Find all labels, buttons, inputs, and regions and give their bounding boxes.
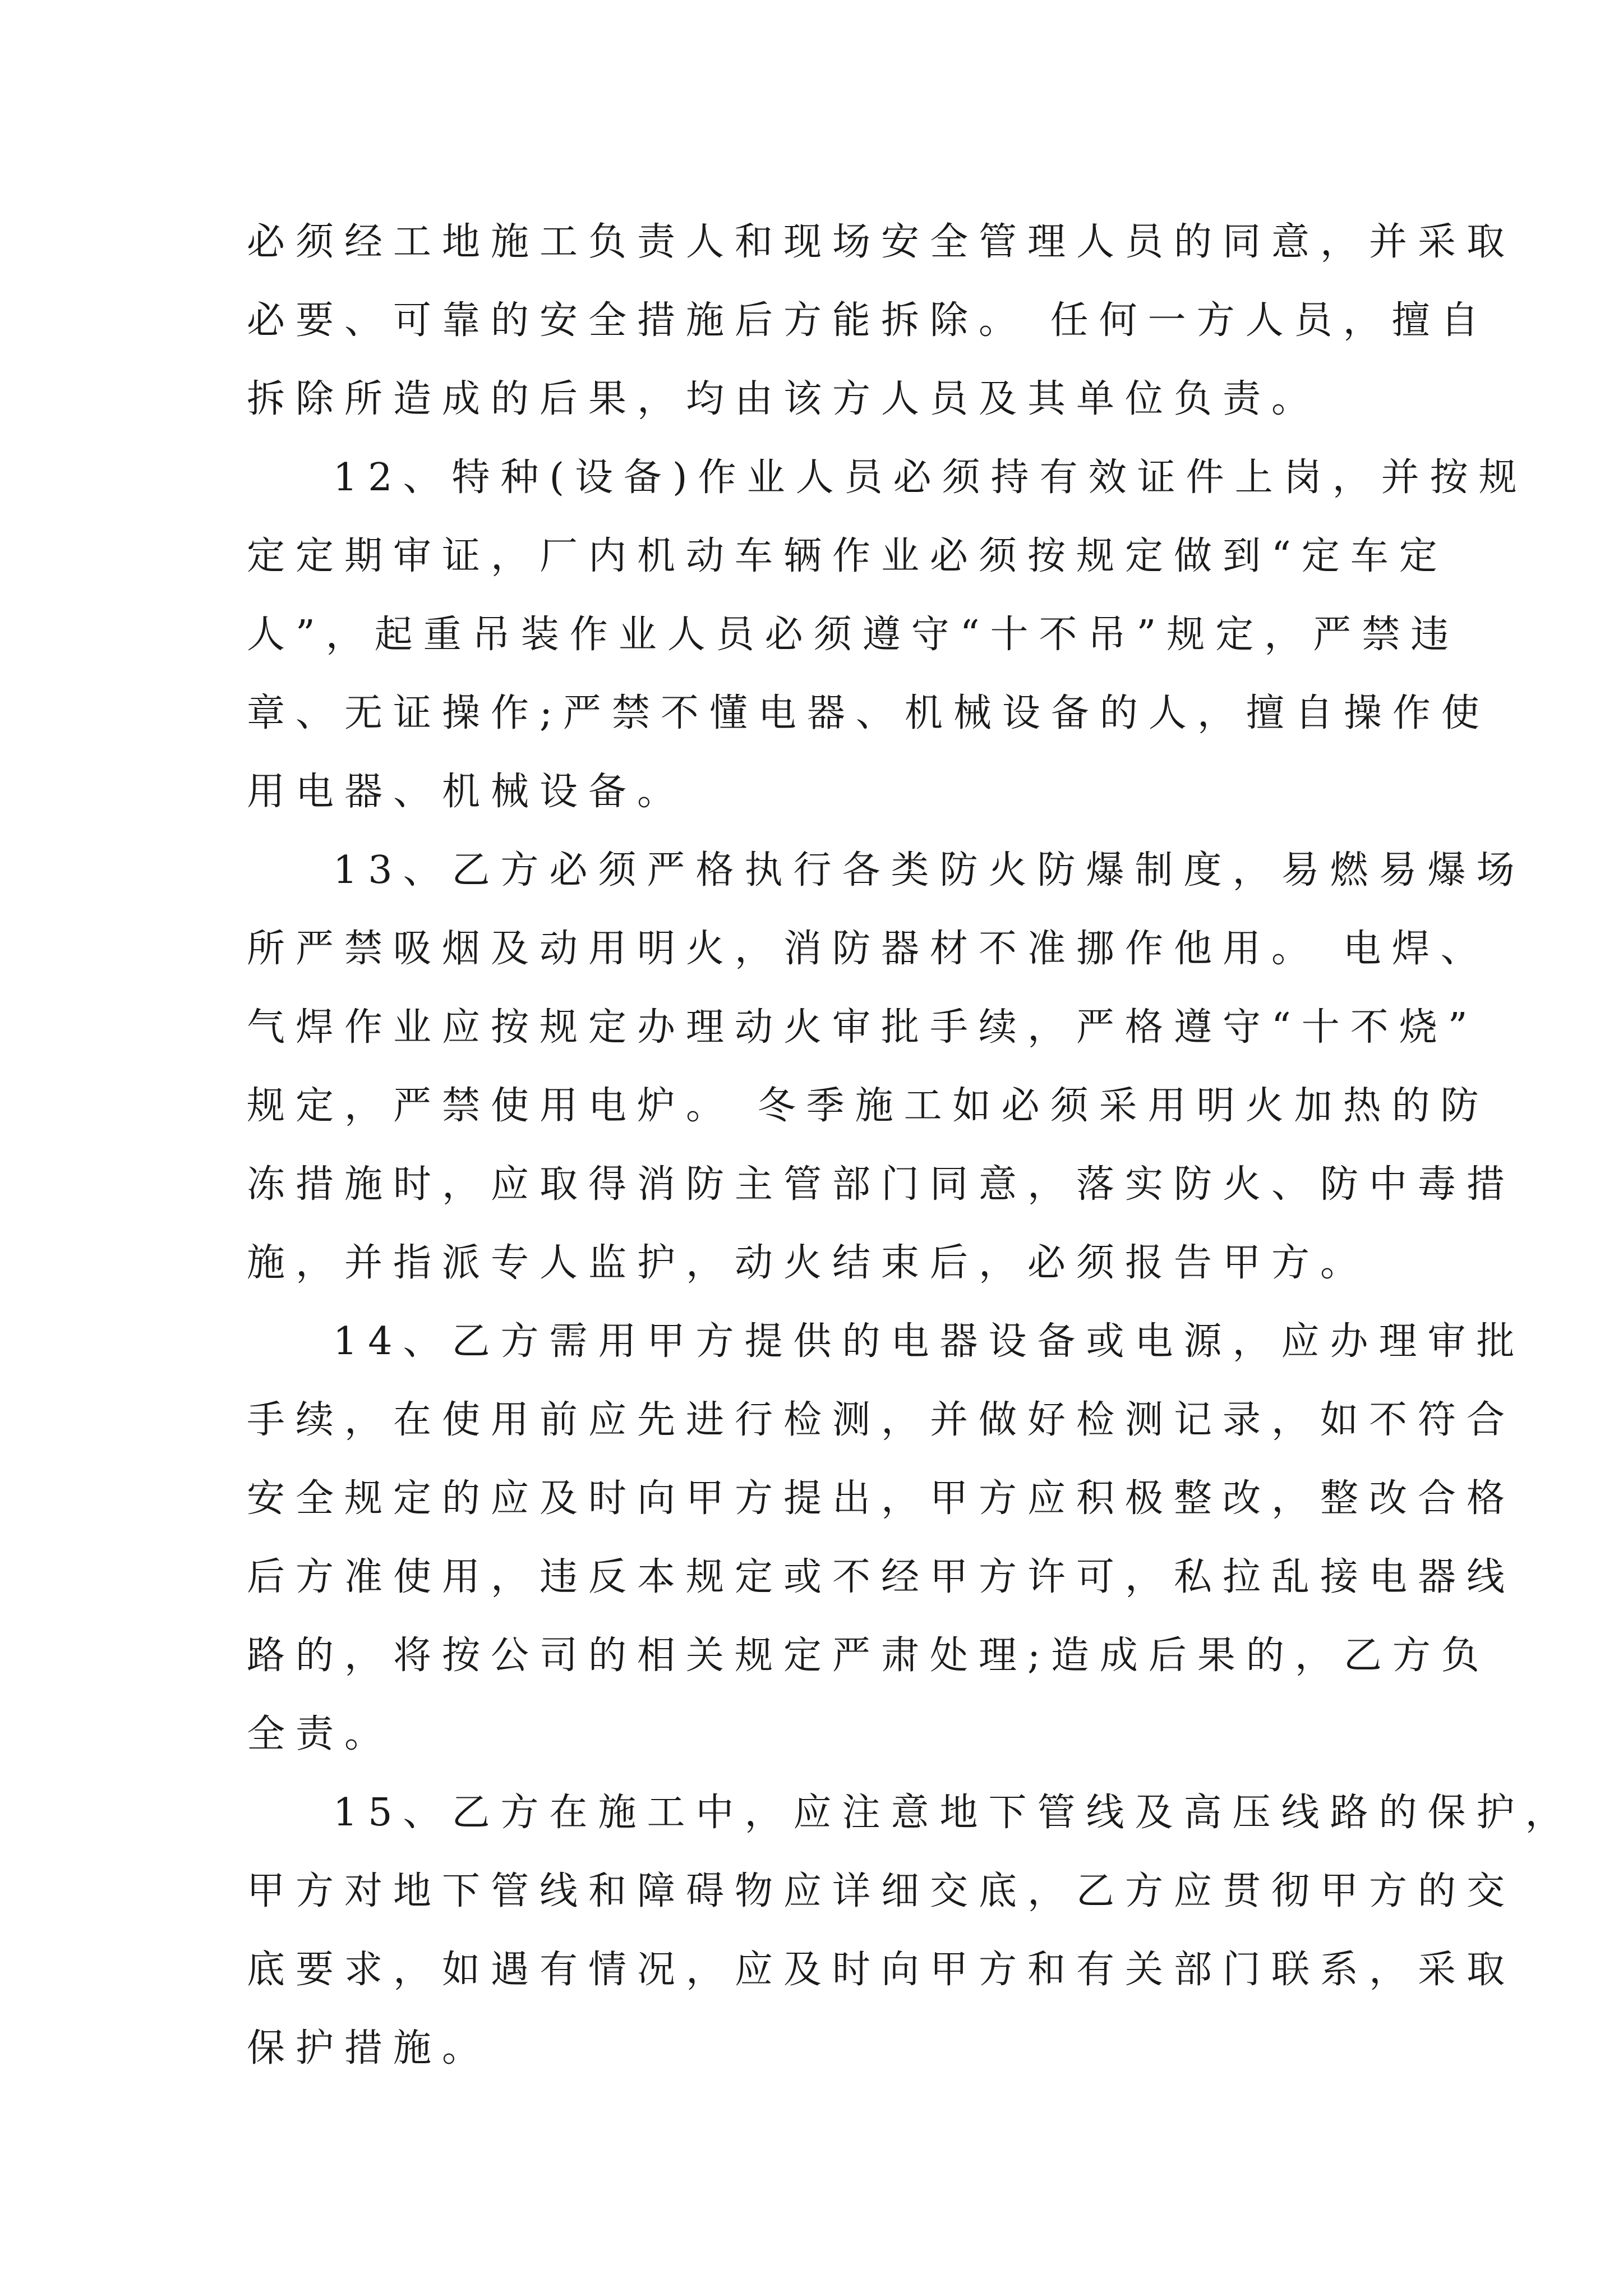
text-line: 保护措施。 xyxy=(247,2026,491,2070)
text-line: 所严禁吸烟及动用明火，消防器材不准挪作他用。 电焊、 xyxy=(247,927,1490,971)
text-line: 章、无证操作;严禁不懂电器、机械设备的人，擅自操作使 xyxy=(247,691,1490,735)
text-line: 底要求，如遇有情况，应及时向甲方和有关部门联系，采取 xyxy=(247,1948,1516,1992)
text-line: 甲方对地下管线和障碍物应详细交底，乙方应贯彻甲方的交 xyxy=(247,1869,1516,1913)
text-line: 人”，起重吊装作业人员必须遵守“十不吊”规定，严禁违 xyxy=(247,613,1460,657)
text-line: 路的，将按公司的相关规定严肃处理;造成后果的，乙方负 xyxy=(247,1634,1490,1678)
paragraph-13-first-line: 13、乙方必须严格执行各类防火防爆制度，易燃易爆场 xyxy=(333,848,1525,892)
text-line: 施，并指派专人监护，动火结束后，必须报告甲方。 xyxy=(247,1241,1370,1285)
text-line: 拆除所造成的后果，均由该方人员及其单位负责。 xyxy=(247,377,1321,421)
text-line: 手续，在使用前应先进行检测，并做好检测记录，如不符合 xyxy=(247,1398,1516,1442)
paragraph-14-first-line: 14、乙方需用甲方提供的电器设备或电源，应办理审批 xyxy=(333,1319,1525,1364)
text-line: 全责。 xyxy=(247,1712,394,1756)
text-line: 冻措施时，应取得消防主管部门同意，落实防火、防中毒措 xyxy=(247,1162,1516,1207)
text-line: 规定，严禁使用电炉。 冬季施工如必须采用明火加热的防 xyxy=(247,1084,1490,1128)
paragraph-12-first-line: 12、特种(设备)作业人员必须持有效证件上岗，并按规 xyxy=(333,455,1528,500)
text-line: 气焊作业应按规定办理动火审批手续，严格遵守“十不烧” xyxy=(247,1005,1478,1050)
text-line: 必要、可靠的安全措施后方能拆除。 任何一方人员，擅自 xyxy=(247,298,1490,343)
text-line: 安全规定的应及时向甲方提出，甲方应积极整改，整改合格 xyxy=(247,1476,1516,1521)
paragraph-15-first-line: 15、乙方在施工中，应注意地下管线及高压线路的保护， xyxy=(333,1791,1574,1835)
text-line: 用电器、机械设备。 xyxy=(247,770,686,814)
text-line: 必须经工地施工负责人和现场安全管理人员的同意，并采取 xyxy=(247,220,1516,264)
text-line: 后方准使用，违反本规定或不经甲方许可，私拉乱接电器线 xyxy=(247,1555,1516,1599)
text-line: 定定期审证，厂内机动车辆作业必须按规定做到“定车定 xyxy=(247,534,1448,578)
